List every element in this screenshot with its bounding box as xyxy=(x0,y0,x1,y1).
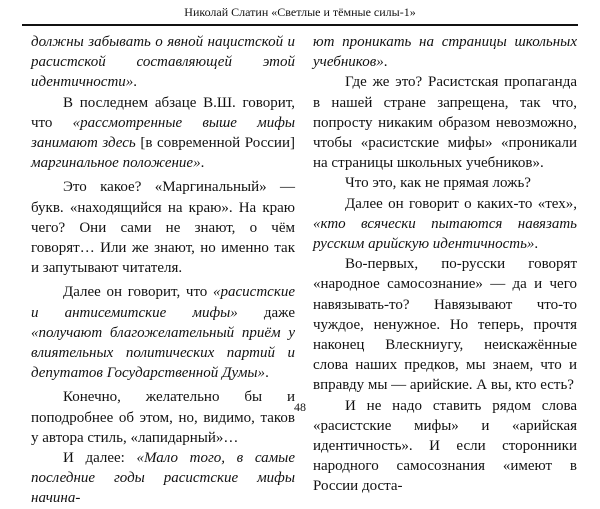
paragraph: И далее: «Мало того, в самые последние годы расистские мифы начина- xyxy=(31,450,295,507)
paragraph: Это какое? «Маргинальный» — букв. «находящийся на краю». На краю чего? Они сами не знают, о чём говорят… Или же знают, но именно так и запутывают читателя. xyxy=(31,179,295,277)
paragraph: И не надо ставить рядом слова «расистские мифы» и «арийская идентичность». И если сторонники народного самосознания «имеют в России доста- xyxy=(313,397,577,495)
left-column xyxy=(31,32,295,509)
right-column xyxy=(313,32,577,497)
header-rule xyxy=(22,24,578,26)
paragraph: Конечно, желательно бы и поподробнее об этом, но, видимо, таков у автора стиль, «лапидарный»… xyxy=(31,389,295,446)
paragraph: Далее он говорит, что «расистские и антисемитские мифы» даже «получают благожелательный приём у влиятельных политических партий и депутатов Государственной Думы». xyxy=(31,284,295,382)
paragraph: Что это, как не прямая ложь? xyxy=(345,175,531,192)
page-number: 48 xyxy=(294,400,306,414)
running-header: Николай Слатин «Светлые и тёмные силы-1» xyxy=(184,5,416,19)
paragraph: ют проникать на страницы школьных учебников». xyxy=(313,34,577,71)
paragraph: должны забывать о явной нацистской и расистской составляющей этой идентичности». xyxy=(31,34,295,91)
paragraph: Где же это? Расистская пропаганда в нашей стране запрещена, так что, попросту никаким образом невозможно, чтобы «расистские мифы» «проникали на страницы школьных учебников». xyxy=(313,74,577,172)
paragraph: Во-первых, по-русски говорят «народное самосознание» — да и чего навязывать-то? Навязывают что-то чуждое, ненужное. Но теперь, прочтя наконец Влескниугу, неискажённые слова наших предков, мы знаем, что и вправду мы — арийские. А вы, кто есть? xyxy=(313,256,577,394)
paragraph: Далее он говорит о каких-то «тех», «кто всячески пытаются навязать русским арийскую идентичность». xyxy=(313,195,577,253)
paragraph: В последнем абзаце В.Ш. говорит, что «рассмотренные выше мифы занимают здесь [в современной России] маргинальное положение». xyxy=(31,94,296,172)
